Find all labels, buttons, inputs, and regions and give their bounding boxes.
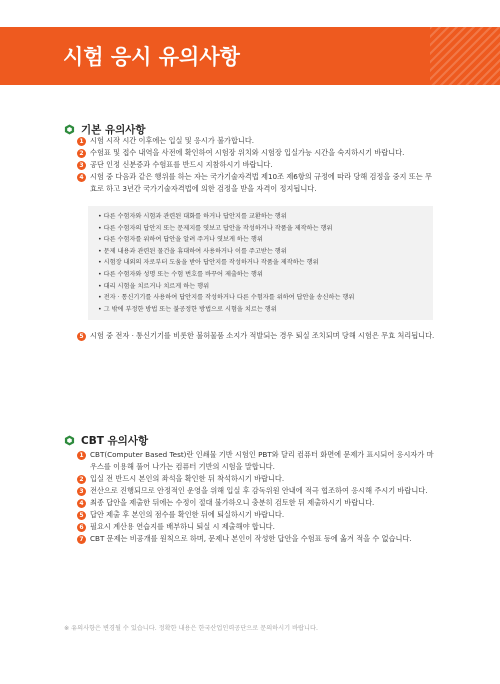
number-badge: 5 (77, 511, 86, 520)
number-badge: 2 (77, 149, 86, 158)
list-item (77, 473, 437, 485)
number-badge: 4 (77, 173, 86, 182)
number-badge: 6 (77, 523, 86, 532)
cbt-list (77, 449, 437, 545)
list-item (77, 497, 437, 509)
section-cbt-heading (64, 433, 148, 448)
list-item (77, 135, 437, 147)
number-badge: 7 (77, 535, 86, 544)
section-title: 기본 유의사항 (81, 124, 146, 136)
item-text: 시험 시작 시간 이후에는 입실 및 응시가 불가합니다. (90, 136, 255, 145)
item-text: 입실 전 반드시 본인의 좌석을 확인한 뒤 착석하시기 바랍니다. (90, 474, 285, 483)
page-title: 시험 응시 유의사항 (63, 45, 240, 69)
rule-item: • 문제 내용과 관련된 물건을 휴대하여 사용하거나 이를 주고받는 행위 (98, 246, 433, 258)
number-badge: 2 (77, 475, 86, 484)
diagonal-stripes-decoration (430, 27, 500, 85)
section-title: CBT 유의사항 (81, 435, 149, 447)
basic-list (77, 135, 437, 195)
item-text: 공단 인정 신분증과 수험표를 반드시 지참하시기 바랍니다. (90, 160, 273, 169)
item-text: 답안 제출 후 본인의 점수를 확인한 뒤에 퇴실하시기 바랍니다. (90, 510, 285, 519)
item-text: 필요시 계산용 연습지를 배부하니 퇴실 시 제출해야 합니다. (90, 522, 275, 531)
number-badge: 4 (77, 499, 86, 508)
number-badge: 1 (77, 451, 86, 460)
footnote: ※ 유의사항은 변경될 수 있습니다. 정확한 내용은 한국산업인력공단으로 문의하시기 바랍니다. (64, 625, 318, 632)
item-text: 전산으로 진행되므로 안정적인 운영을 위해 입실 후 감독위원 안내에 적극 협조하여 응시해 주시기 바랍니다. (90, 486, 428, 495)
hexagon-bullet-icon (64, 435, 75, 446)
header-banner (0, 27, 500, 85)
number-badge: 5 (77, 332, 86, 341)
list-item (77, 449, 437, 473)
rule-item: • 다른 수험자의 답안지 또는 문제지를 엿보고 답안을 작성하거나 작품을 제작하는 행위 (98, 223, 433, 235)
number-badge: 3 (77, 487, 86, 496)
rule-item: • 다른 수험자를 위하여 답안을 알려 주거나 엿보게 하는 행위 (98, 234, 433, 246)
item-text: 최종 답안을 제출한 뒤에는 수정이 절대 불가하오니 충분히 검토한 뒤 제출하시기 바랍니다. (90, 498, 375, 507)
rule-item: • 전자 · 통신기기를 사용하여 답안지를 작성하거나 다른 수험자를 위하여 답안을 송신하는 행위 (98, 292, 433, 304)
list-item (77, 509, 437, 521)
rule-item: • 다른 수험자와 성명 또는 수험 번호를 바꾸어 제출하는 행위 (98, 269, 433, 281)
item-text: 시험 중 다음과 같은 행위를 하는 자는 국가기술자격법 제10조 제6항의 규정에 따라 당해 검정을 중지 또는 무효로 하고 3년간 국가기술자격법에 의한 검정을 받을 자격이 정지됩니다. (90, 172, 432, 193)
rule-item: • 시험장 내외의 자로부터 도움을 받아 답안지를 작성하거나 작품을 제작하는 행위 (98, 257, 433, 269)
prohibited-acts-list (88, 206, 433, 315)
prohibited-acts-box (88, 206, 433, 320)
list-item (77, 330, 437, 342)
item-text: 수험표 및 접수 내역을 사전에 확인하여 시험장 위치와 시험장 입실가능 시간을 숙지하시기 바랍니다. (90, 148, 405, 157)
item-text: CBT(Computer Based Test)란 인쇄물 기반 시험인 PBT와 달리 컴퓨터 화면에 문제가 표시되어 응시자가 마우스를 이용해 풀어 나가는 컴퓨터 기반의 시험을 말합니다. (90, 450, 434, 471)
list-item (77, 533, 437, 545)
rule-item: • 다른 수험자와 시험과 관련된 대화를 하거나 답안지를 교환하는 행위 (98, 211, 433, 223)
number-badge: 3 (77, 161, 86, 170)
list-item (77, 159, 437, 171)
list-item (77, 147, 437, 159)
item-text: 시험 중 전자 · 통신기기를 비롯한 불허물품 소지가 적발되는 경우 퇴실 조치되며 당해 시험은 무효 처리됩니다. (90, 331, 435, 340)
number-badge: 1 (77, 137, 86, 146)
rule-item: • 대리 시험을 치르거나 치르게 하는 행위 (98, 281, 433, 293)
item-text: CBT 문제는 비공개를 원칙으로 하며, 문제나 본인이 작성한 답안을 수험표 등에 옮겨 적을 수 없습니다. (90, 534, 412, 543)
hexagon-bullet-icon (64, 124, 75, 135)
list-item (77, 171, 437, 195)
basic-list-continued (77, 330, 437, 342)
list-item (77, 485, 437, 497)
list-item (77, 521, 437, 533)
rule-item: • 그 밖에 부정한 방법 또는 불공정한 방법으로 시험을 치르는 행위 (98, 304, 433, 316)
